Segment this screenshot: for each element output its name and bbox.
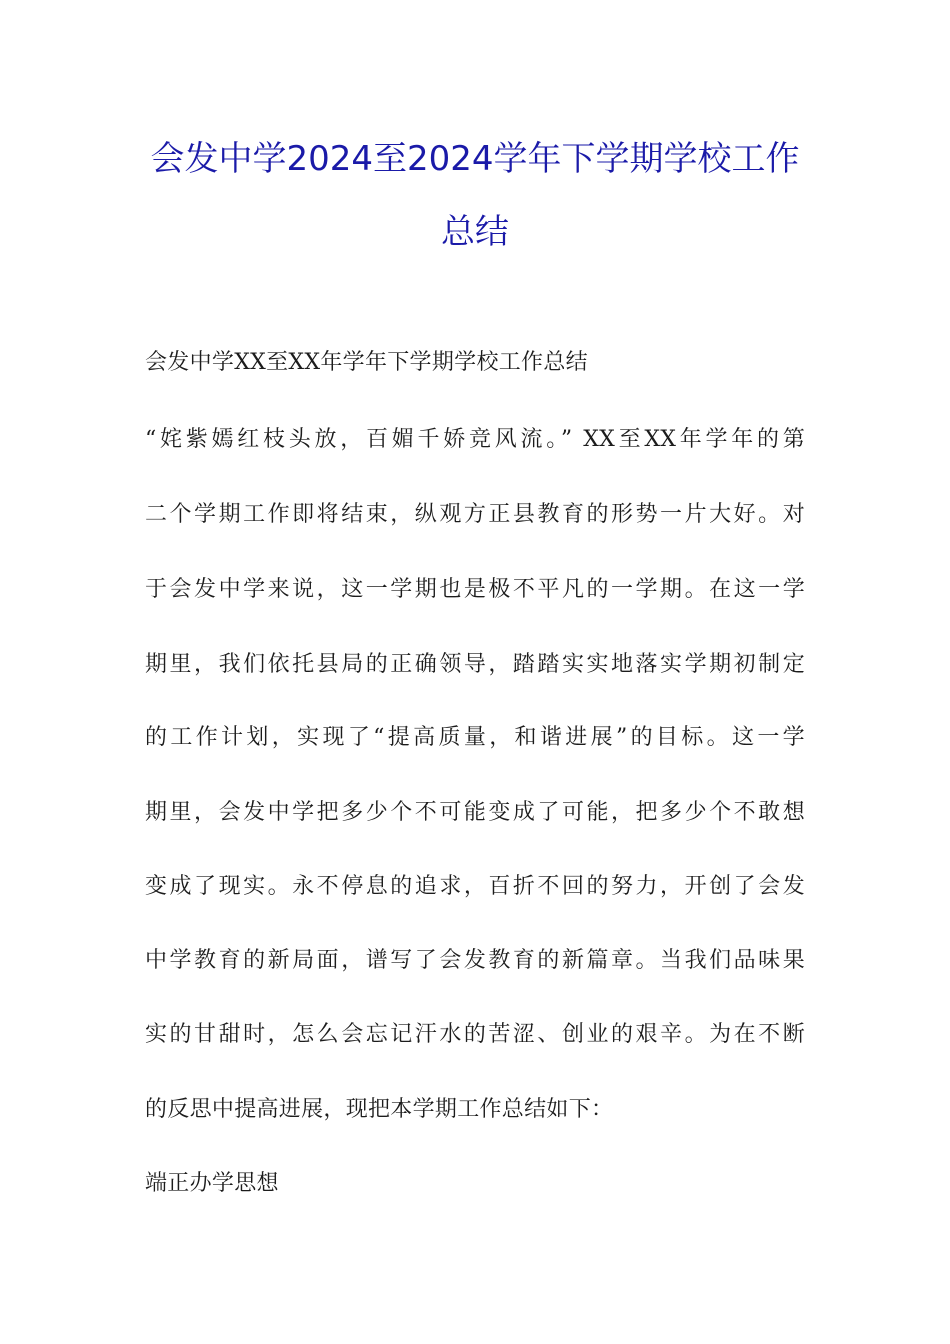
paragraph-line: 的工作计划，实现了“提高质量，和谐进展”的目标。这一学 xyxy=(145,725,805,750)
paragraph-line: 于会发中学来说，这一学期也是极不平凡的一学期。在这一学 xyxy=(145,577,805,602)
paragraph-line: 变成了现实。永不停息的追求，百折不回的努力，开创了会发 xyxy=(145,874,805,899)
paragraph-line: 中学教育的新局面，谱写了会发教育的新篇章。当我们品味果 xyxy=(145,948,805,973)
document-title-line-1: 会发中学2024至2024学年下学期学校工作 xyxy=(150,139,800,179)
document-subtitle: 会发中学XX至XX年学年下学期学校工作总结 xyxy=(145,350,588,375)
paragraph-line: 期里，我们依托县局的正确领导，踏踏实实地落实学期初制定 xyxy=(145,652,805,677)
paragraph-line: 期里，会发中学把多少个不可能变成了可能，把多少个不敢想 xyxy=(145,800,805,825)
document-title-line-2: 总结 xyxy=(441,212,509,252)
paragraph-line: 的反思中提高进展，现把本学期工作总结如下： xyxy=(145,1097,614,1122)
section-heading: 端正办学思想 xyxy=(145,1171,279,1196)
paragraph-line: 二个学期工作即将结束，纵观方正县教育的形势一片大好。对 xyxy=(145,502,805,527)
paragraph-line: “姹紫嫣红枝头放，百媚千娇竞风流。” XX至XX年学年的第 xyxy=(145,427,805,452)
paragraph-line: 实的甘甜时，怎么会忘记汗水的苦涩、创业的艰辛。为在不断 xyxy=(145,1022,805,1047)
